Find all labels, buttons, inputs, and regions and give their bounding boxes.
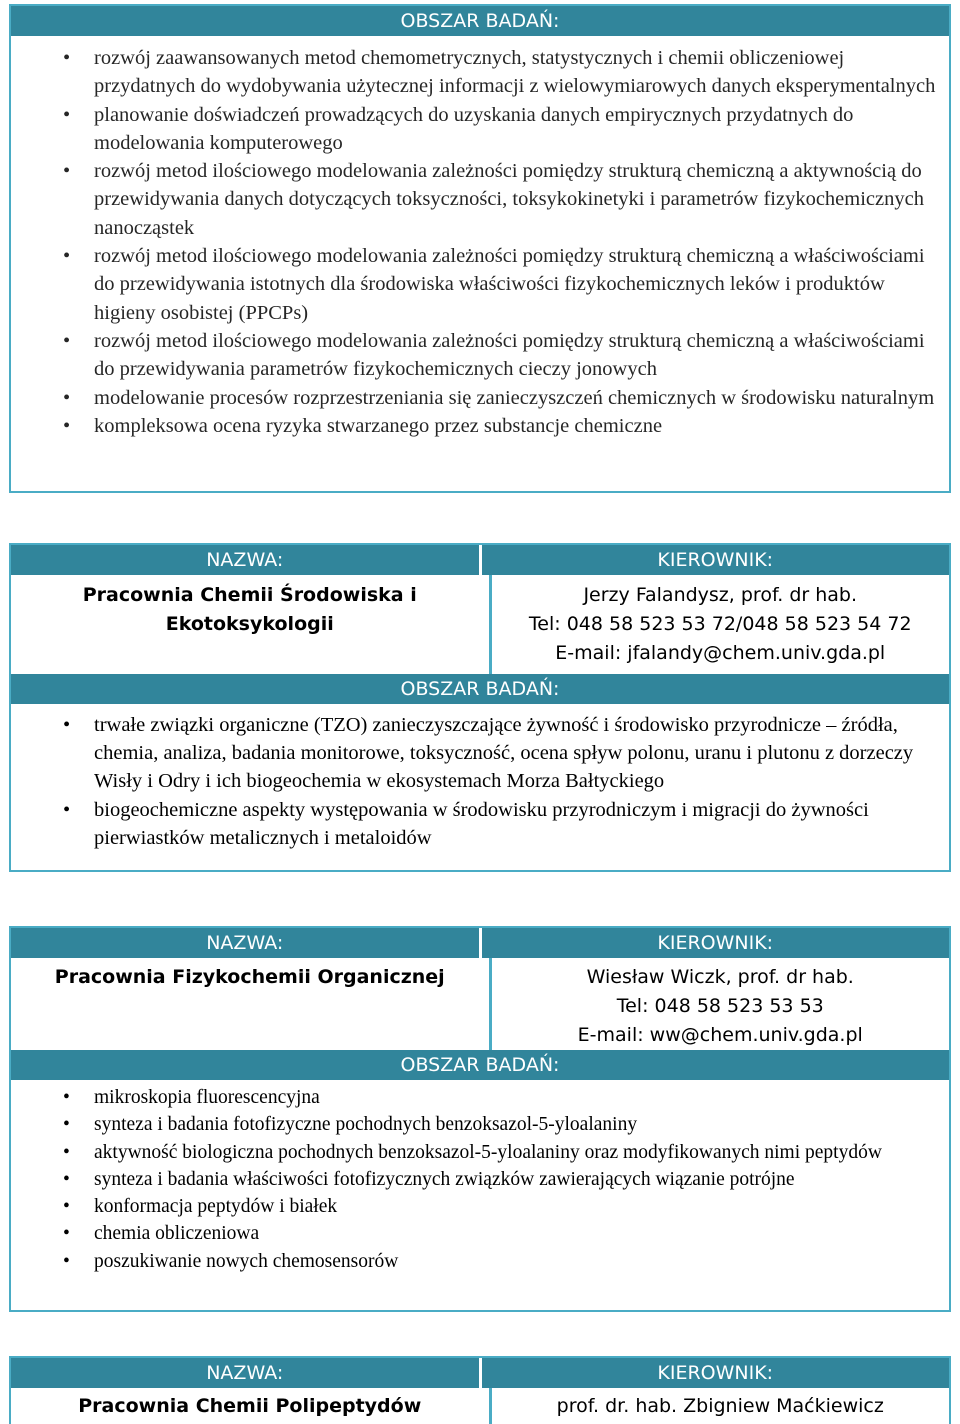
list-item: • poszukiwanie nowych chemosensorów [11,1248,949,1275]
lab-table-polypeptide-chemistry [9,1356,951,1424]
research-list-3 [11,1084,949,1275]
head-email: E-mail: ww@chem.univ.gda.pl [577,1024,863,1046]
research-area-table-1 [9,4,951,493]
list-item: • rozwój metod ilościowego modelowania zależności pomiędzy strukturą chemiczną a aktywnością do przewidywania danych dotyczących toksyczności, toksykokinetyki i parametrów fizykochemicznych nanocząstek [11,157,949,242]
area-header: OBSZAR BADAŃ: [11,1050,949,1080]
list-item: • rozwój zaawansowanych metod chemometrycznych, statystycznych i chemii obliczeniowej przydatnych do wydobywania użytecznej informacji z wielowymiarowych danych eksperymentalnych [11,44,949,101]
list-item: • synteza i badania fotofizyczne pochodnych benzoksazol-5-yloalaniny [11,1111,949,1138]
list-item: • rozwój metod ilościowego modelowania zależności pomiędzy strukturą chemiczną a właściwościami do przewidywania istotnych dla środowiska właściwości fizykochemicznych leków i produktów higieny osobistej (PPCPs) [11,242,949,327]
name-header: NAZWA: [11,545,482,575]
lab-name-line1: Pracownia Chemii Polipeptydów [78,1395,422,1417]
lab-name [11,1388,489,1424]
lab-table-environmental-chemistry [9,543,951,872]
header-row [11,545,949,575]
area-header: OBSZAR BADAŃ: [11,674,949,704]
list-item: • kompleksowa ocena ryzyka stwarzanego przez substancje chemiczne [11,412,949,440]
head-email: E-mail: jfalandy@chem.univ.gda.pl [555,642,886,664]
research-list-1 [11,44,949,440]
research-list-2 [11,711,949,852]
name-header: NAZWA: [11,1358,482,1388]
header-row [11,928,949,958]
list-item: • mikroskopia fluorescencyjna [11,1084,949,1111]
head-phone: Tel: 048 58 523 53 53 [616,995,824,1017]
list-item: • biogeochemiczne aspekty występowania w środowisku przyrodniczym i migracji do żywności pierwiastków metalicznych i metaloidów [11,796,949,852]
head-header: KIEROWNIK: [657,1362,774,1384]
head-header: KIEROWNIK: [657,549,774,571]
head-info [489,1388,950,1424]
head-name: prof. dr. hab. Zbigniew Maćkiewicz [556,1395,884,1417]
list-item: • rozwój metod ilościowego modelowania zależności pomiędzy strukturą chemiczną a właściwościami do przewidywania parametrów fizykochemicznych cieczy jonowych [11,327,949,384]
head-header: KIEROWNIK: [657,932,774,954]
lab-name-line1: Pracownia Fizykochemii Organicznej [54,966,445,988]
header-row [11,1358,949,1388]
head-name: Jerzy Falandysz, prof. dr hab. [583,584,858,606]
list-item: • aktywność biologiczna pochodnych benzoksazol-5-yloalaniny oraz modyfikowanych nimi peptydów [11,1139,949,1166]
lab-table-organic-physical-chemistry [9,926,951,1312]
head-name: Wiesław Wiczk, prof. dr hab. [586,966,854,988]
list-item: • modelowanie procesów rozprzestrzeniania się zanieczyszczeń chemicznych w środowisku naturalnym [11,384,949,412]
list-item: • trwałe związki organiczne (TZO) zanieczyszczające żywność i środowisko przyrodnicze – źródła, chemia, analiza, badania monitorowe, toksyczność, ocena spływ polonu, uranu i plutonu z dorzeczy Wisły i Odry i ich biogeochemia w ekosystemach Morza Bałtyckiego [11,711,949,796]
list-item: • synteza i badania właściwości fotofizycznych związków zawierających wiązanie potrójne [11,1166,949,1193]
lab-name-line1: Pracownia Chemii Środowiska i [82,584,417,606]
list-item: • chemia obliczeniowa [11,1220,949,1247]
lab-name-line2: Ekotoksykologii [165,613,334,635]
info-row [11,1388,949,1424]
info-row [11,575,949,674]
list-item: • planowanie doświadczeń prowadzących do uzyskania danych empirycznych przydatnych do modelowania komputerowego [11,101,949,158]
list-item: • konformacja peptydów i białek [11,1193,949,1220]
head-info [489,958,950,1050]
head-info [489,575,950,674]
info-row [11,958,949,1050]
lab-name [11,958,489,1050]
name-header: NAZWA: [11,928,482,958]
lab-name [11,575,489,674]
area-header: OBSZAR BADAŃ: [11,6,949,36]
head-phone: Tel: 048 58 523 53 72/048 58 523 54 72 [528,613,912,635]
